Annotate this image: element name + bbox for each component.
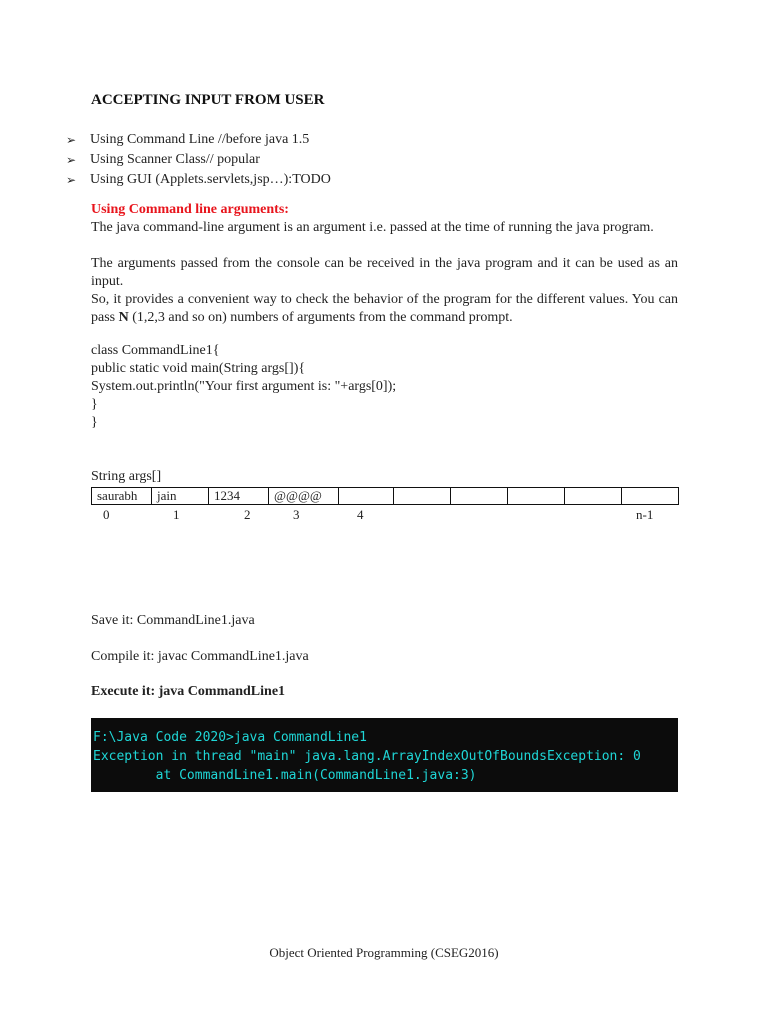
array-cell [622,488,679,505]
code-line: public static void main(String args[]){ [91,361,306,376]
code-line: } [91,415,98,430]
arrow-bullet-icon: ➢ [66,133,77,147]
paragraph-definition: The java command-line argument is an argument i.e. passed at the time of running the java program. [91,220,654,235]
page-heading: ACCEPTING INPUT FROM USER [91,92,325,108]
compile-step: Compile it: javac CommandLine1.java [91,649,309,664]
save-step: Save it: CommandLine1.java [91,613,255,628]
array-label: String args[] [91,469,162,484]
code-line: System.out.println("Your first argument is: "+args[0]); [91,379,397,394]
array-cell [339,488,394,505]
array-cell [394,488,451,505]
array-index: 2 [244,507,251,522]
array-cell [508,488,565,505]
paragraph-text: (1,2,3 and so on) numbers of arguments from the command prompt. [128,310,513,325]
terminal-output [91,718,678,792]
code-snippet [91,342,396,432]
paragraph-text: So, it provides a convenient way to check the behavior of the program for the different values. You can pass [91,292,678,325]
table-row [92,488,679,505]
arrow-bullet-icon: ➢ [66,153,77,167]
array-index: 1 [173,507,180,522]
arrow-bullet-icon: ➢ [66,173,77,187]
array-cell: 1234 [209,488,269,505]
page-footer: Object Oriented Programming (CSEG2016) [269,945,499,960]
array-cell: saurabh [92,488,152,505]
list-item-label: Using Command Line //before java 1.5 [90,132,310,147]
list-item [66,150,331,170]
paragraph-convenience [91,291,678,327]
terminal-line: F:\Java Code 2020>java CommandLine1 [93,730,367,745]
args-array-table [91,487,679,505]
list-item-label: Using Scanner Class// popular [90,152,260,167]
list-item-label: Using GUI (Applets.servlets,jsp…):TODO [90,172,331,187]
code-line: class CommandLine1{ [91,343,220,358]
array-index: 4 [357,507,364,522]
terminal-text [91,718,678,785]
execute-step: Execute it: java CommandLine1 [91,684,286,699]
array-index: 3 [293,507,300,522]
array-cell: @@@@ [269,488,339,505]
code-line: } [91,397,98,412]
list-item [66,170,331,190]
array-index: 0 [103,507,110,522]
list-item [66,130,331,150]
input-methods-list [66,130,331,190]
paragraph-console: The arguments passed from the console can be received in the java program and it can be used as an input. [91,256,678,289]
terminal-line: Exception in thread "main" java.lang.ArrayIndexOutOfBoundsException: 0 [93,749,641,764]
array-cell: jain [152,488,209,505]
array-cell [565,488,622,505]
array-cell [451,488,508,505]
array-index: n-1 [636,507,654,522]
terminal-line: at CommandLine1.main(CommandLine1.java:3) [93,768,477,783]
bold-n: N [118,310,129,325]
section-title: Using Command line arguments: [91,202,289,217]
